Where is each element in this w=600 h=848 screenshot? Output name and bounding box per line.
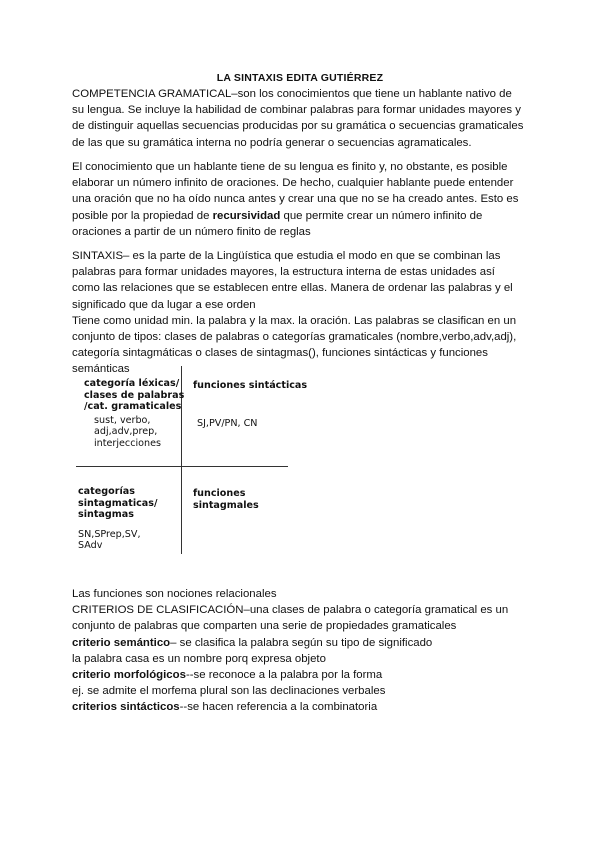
paragraph-text: SINTAXIS– es la parte de la Lingüística que estudia el modo en que se combinan las palabras para formar unidades mayores, la estructura interna de estas unidades así como las relaciones que se establecen entre ellas. Manera de ordenar las palabras y el significado que da lugar a ese orden [72,250,513,311]
heading-line: funciones [193,488,246,499]
quadrant-lexical-categories [84,378,184,449]
criteria-line: Las funciones son nociones relacionales [72,588,277,600]
criterio-semantico [72,635,532,651]
criteria-term: criterios sintácticos [72,701,180,714]
criteria-text: --se hacen referencia a la combinatoria [179,701,378,714]
heading-line: clases de palabras [84,389,185,401]
paragraph-sintaxis [72,248,524,378]
criteria-term: criterio morfológicos [72,669,186,682]
criteria-line: conjunto de palabras que comparten una serie de propiedades gramaticales [72,620,457,633]
item-line: interjecciones [94,437,161,449]
text-span: El conocimiento que un hablante tiene de su lengua es finito y, no obstante, es posible elaborar un número infinito de oraciones. De hecho, cualquier hablante puede entender una oración que no ha oído nunca antes y crear una que no se ha creado antes. Esto es posible por la propiedad de [72,161,519,222]
paragraph-recursividad [72,159,524,240]
criteria-text: --se reconoce a la palabra por la forma [185,669,383,682]
heading-line: sintagmas [78,509,134,520]
heading-line: sintagmales [193,499,259,511]
item-line: sust, verbo, [94,414,151,426]
quadrant-phrasal-functions [193,488,259,511]
criteria-line: CRITERIOS DE CLASIFICACIÓN–una clases de palabra o categoría gramatical es un [72,604,509,617]
diagram-horizontal-line [76,466,288,467]
heading-line: categorías [78,486,135,497]
paragraph-text: COMPETENCIA GRAMATICAL–son los conocimientos que tiene un hablante nativo de su lengua. Se incluye la habilidad de combinar palabras para formar unidades mayores y de distinguir aquellas secuencias producidas por su gramática o secuencias gramaticales de las que su gramática interna no podría generar o secuencias agramaticales. [72,88,524,149]
criteria-line: la palabra casa es un nombre porq expresa objeto [72,652,326,665]
heading-line: funciones sintácticas [193,380,308,391]
criterio-morfologico [72,667,532,683]
paragraph-text: Tiene como unidad min. la palabra y la max. la oración. Las palabras se clasifican en un conjunto de tipos: clases de palabras o categorías gramaticales (nombre,verbo,adv,adj), categoría sintagmáticas o clases de sintagmas(), funciones sintácticas y funciones semánticas [72,314,517,376]
recursividad-term: recursividad [212,209,281,222]
heading-line: categoría léxicas/ [84,378,180,389]
paragraph-competencia [72,86,524,151]
criteria-line: ej. se admite el morfema plural son las declinaciones verbales [72,685,386,698]
page-title: LA SINTAXIS EDITA GUTIÉRREZ [216,72,384,84]
item-line: SN,SPrep,SV, [78,528,141,540]
quadrant-phrasal-categories [78,486,157,552]
heading-line: /cat. gramaticales [84,401,182,412]
quadrant-syntactic-functions [193,380,307,429]
criteria-section [72,586,532,716]
criteria-text: – se clasifica la palabra según su tipo de significado [170,636,433,649]
criterio-sintactico [72,699,532,715]
item-line: SJ,PV/PN, CN [197,417,258,429]
text-span: que permite crear un número infinito de oraciones a partir de un número finito de reglas [72,209,483,238]
heading-line: sintagmaticas/ [78,497,158,509]
item-line: SAdv [78,540,103,551]
criteria-term: criterio semántico [72,636,171,649]
item-line: adj,adv,prep, [94,426,158,437]
